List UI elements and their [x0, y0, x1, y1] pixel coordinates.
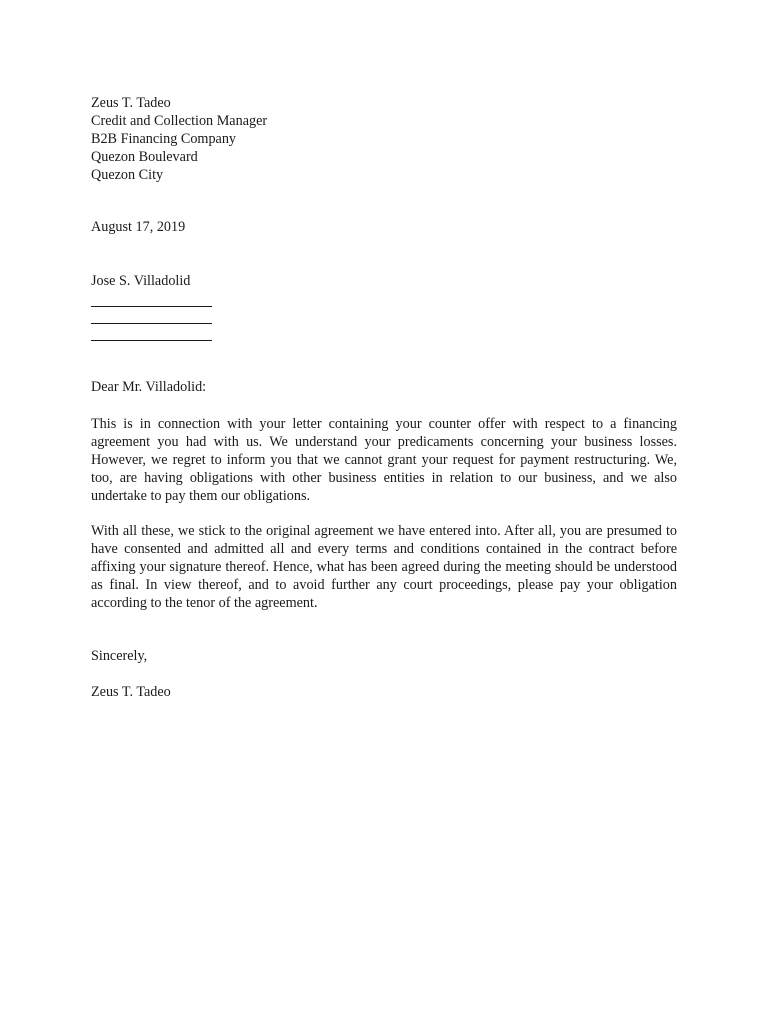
recipient-name: Jose S. Villadolid: [91, 273, 191, 289]
closing-block: [91, 647, 677, 665]
body-paragraph-text: This is in connection with your letter containing your counter offer with respect to a financing agreement you had with us. We understand your predicaments concerning your business losses. However, we regret to inform you that we cannot grant your request for payment restructuring. We, too, are having obligations with other business entities in relation to our business, and we also undertake to pay them our obligations.: [91, 416, 677, 504]
recipient-address-block: [91, 272, 677, 341]
recipient-address-blank-line: [91, 323, 212, 341]
recipient-address-blank-line: [91, 289, 212, 307]
salutation: Dear Mr. Villadolid:: [91, 379, 207, 395]
body-paragraph-text: With all these, we stick to the original agreement we have entered into. After all, you are presumed to have consented and admitted all and every terms and conditions contained in the contract before affixing your signature thereof. Hence, what has been agreed during the meeting should be understood as final. In view thereof, and to avoid further any court proceedings, please pay your obligation according to the tenor of the agreement.: [91, 523, 677, 611]
letter-date-block: [91, 218, 677, 236]
body-paragraph-2: [91, 522, 677, 612]
sender-name: Zeus T. Tadeo: [91, 95, 171, 111]
letter-date: August 17, 2019: [91, 219, 186, 235]
recipient-address-blank-line: [91, 306, 212, 324]
body-paragraph-1: [91, 415, 677, 505]
sender-city: Quezon City: [91, 167, 164, 183]
closing: Sincerely,: [91, 648, 148, 664]
sender-title: Credit and Collection Manager: [91, 113, 268, 129]
signature-block: [91, 683, 677, 701]
signature-name: Zeus T. Tadeo: [91, 684, 171, 700]
sender-street: Quezon Boulevard: [91, 149, 198, 165]
sender-address-block: [91, 94, 677, 184]
sender-company: B2B Financing Company: [91, 131, 237, 147]
salutation-block: [91, 378, 677, 396]
